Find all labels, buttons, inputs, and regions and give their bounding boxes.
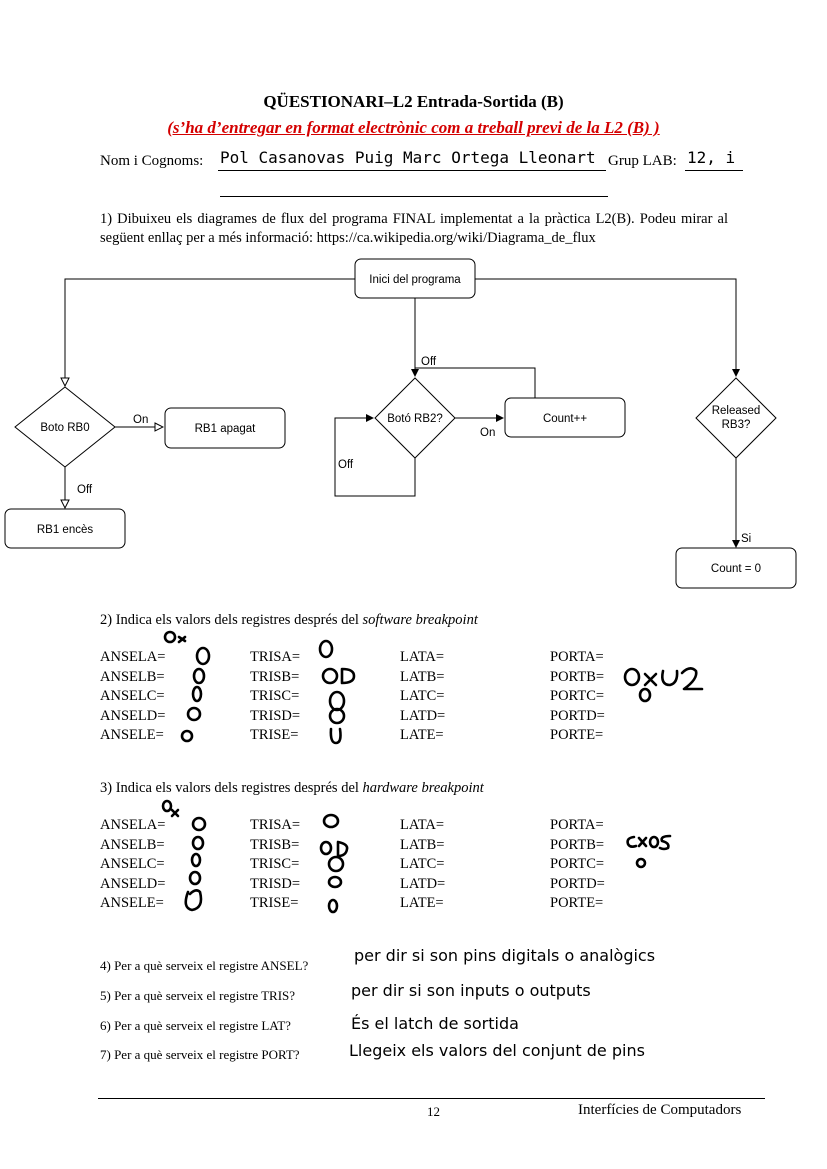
question-4: 4) Per a què serveix el registre ANSEL? <box>100 958 309 973</box>
flow-count-zero-text: Count = 0 <box>710 563 762 575</box>
answer-6[interactable]: És el latch de sortida <box>351 1014 519 1033</box>
handwriting-software <box>150 625 720 750</box>
flow-rb3-text: RB3? <box>721 419 751 431</box>
group-label: Grup LAB: <box>608 153 677 169</box>
name-value: Pol Casanovas Puig Marc Ortega Lleonart <box>220 148 596 167</box>
name-label: Nom i Cognoms: <box>100 153 204 169</box>
group-field[interactable] <box>685 148 743 171</box>
divider <box>220 196 608 197</box>
flow-apagat-text: RB1 apagat <box>194 423 256 435</box>
page-subtitle: (s’ha d’entregar en format electrònic com a treball previ de la L2 (B) ) <box>167 118 660 137</box>
reg-hw-col3: LATA= LATB= LATC= LATD= LATE= <box>400 817 446 911</box>
reg-hw-col4: PORTA= PORTB= PORTC= PORTD= PORTE= <box>550 817 605 911</box>
flow-count-inc-text: Count++ <box>542 413 588 425</box>
flow-label-off-top: Off <box>421 356 437 368</box>
reg-sw-col4: PORTA= PORTB= PORTC= PORTD= PORTE= <box>550 649 605 743</box>
name-field[interactable] <box>218 148 606 171</box>
footer-rule <box>98 1098 765 1099</box>
question-1: 1) Dibuixeu els diagrames de flux del programa FINAL implementat a la pràctica L2(B). Podeu mirar al següent enllaç per a més informació: https://ca.wikipedia.org/wiki/Diagrama_de_flux <box>100 211 728 246</box>
reg-hw-col1: ANSELA= ANSELB= ANSELC= ANSELD= ANSELE= <box>100 817 166 911</box>
footer-title: Interfícies de Computadors <box>578 1102 742 1118</box>
page-title: QÜESTIONARI–L2 Entrada-Sortida (B) <box>263 92 564 111</box>
reg-sw-col3: LATA= LATB= LATC= LATD= LATE= <box>400 649 446 743</box>
group-value: 12, i <box>687 148 736 167</box>
flow-start-text: Inici del programa <box>369 274 461 286</box>
question-7: 7) Per a què serveix el registre PORT? <box>100 1047 300 1062</box>
page-number: 12 <box>427 1104 440 1119</box>
flow-label-on-rb2: On <box>480 427 496 439</box>
question-5: 5) Per a què serveix el registre TRIS? <box>100 988 296 1003</box>
reg-sw-col1: ANSELA= ANSELB= ANSELC= ANSELD= ANSELE= <box>100 649 166 743</box>
flow-rb0-text: Boto RB0 <box>40 422 90 434</box>
question-6: 6) Per a què serveix el registre LAT? <box>100 1018 291 1033</box>
answer-7[interactable]: Llegeix els valors del conjunt de pins <box>349 1041 645 1060</box>
question-2: 2) Indica els valors dels registres després del software breakpoint <box>100 612 478 628</box>
flow-released-text: Released <box>711 405 761 417</box>
flow-label-off-rb0: Off <box>77 484 93 496</box>
flow-label-on-rb0: On <box>133 414 149 426</box>
flow-label-si: Si <box>741 533 752 545</box>
reg-hw-col2: TRISA= TRISB= TRISC= TRISD= TRISE= <box>250 817 301 911</box>
question-3: 3) Indica els valors dels registres després del hardware breakpoint <box>100 780 484 796</box>
flow-rb2-text: Botó RB2? <box>387 413 443 425</box>
reg-sw-col2: TRISA= TRISB= TRISC= TRISD= TRISE= <box>250 649 301 743</box>
flow-ences-text: RB1 encès <box>36 524 94 536</box>
flowchart <box>0 250 827 595</box>
flow-label-off-loop: Off <box>338 459 354 471</box>
handwriting-hardware <box>150 798 720 918</box>
flow-rb3-decision <box>696 378 776 458</box>
answer-4[interactable]: per dir si son pins digitals o analògics <box>354 946 656 965</box>
answer-5[interactable]: per dir si son inputs o outputs <box>351 981 591 1000</box>
